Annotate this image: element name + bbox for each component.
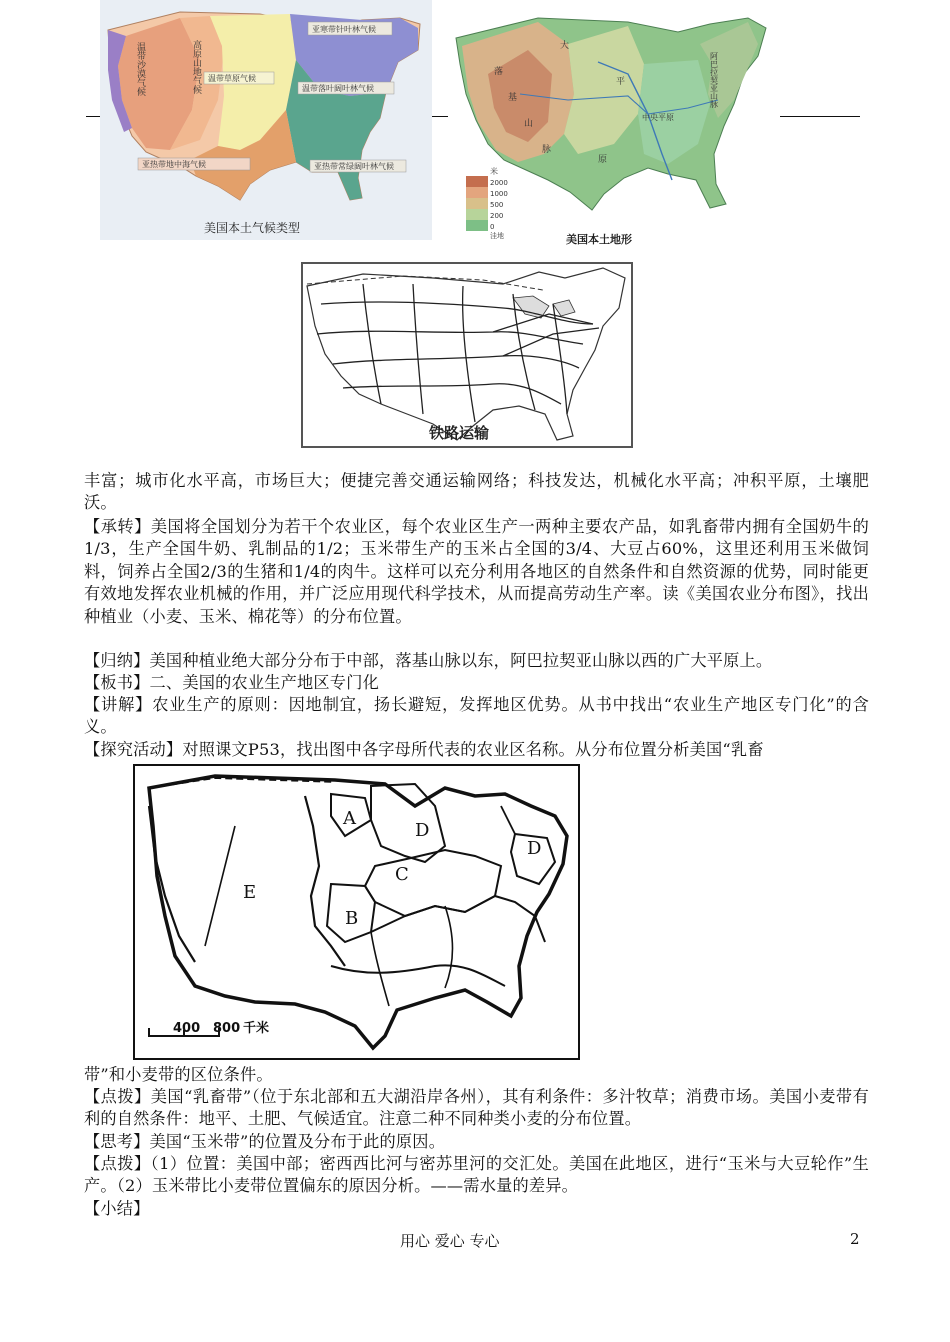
climate-map-graphic [100,0,432,240]
terrain-legend-value-1: 1000 [490,190,508,198]
paragraph-4: 【板书】二、美国的农业生产地区专门化 [84,673,379,692]
paragraph-10: 【点拨】（1）位置：美国中部；密西西比河与密苏里河的交汇处。美国在此地区，进行“玉米与大豆轮作”生产。（2）玉米带比小麦带位置偏东的原因分析。——需水量的差异。 [84,1154,869,1196]
agri-scale-value-800: 800 [213,1021,241,1036]
rail-map-graphic [303,264,631,446]
paragraph-3: 【归纳】美国种植业绝大部分分布于中部，落基山脉以东，阿巴拉契亚山脉以西的广大平原上。 [84,651,773,670]
agri-region-label-C: C [395,864,409,885]
paragraph-9: 【思考】美国“玉米带”的位置及分布于此的原因。 [84,1132,446,1151]
paragraph-2: 【承转】美国将全国划分为若干个农业区，每个农业区生产一两种主要农产品，如乳畜带内拥有全国奶牛的1/3，生产全国牛奶、乳制品的1/2；玉米带生产的玉米占全国的3/4、大豆占60%，这里还利用玉米做饲料，饲养占全国2/3的生猪和1/4的肉牛。这样可以充分利用各地区的自然条件和自然资源的优势，同时能更有效地发挥农业机械的作用，并广泛应用现代科学技术，从而提高劳动生产率。读《美国农业分布图》，找出种植业（小麦、玉米、棉花等）的分布位置。 [84,517,869,626]
paragraph-1: 丰富；城市化水平高，市场巨大；便捷完善交通运输网络；科技发达，机械化水平高；冲积平原，土壤肥沃。 [84,471,869,513]
header-rule-right [780,116,860,117]
rail-map [301,262,633,448]
terrain-legend-value-0: 2000 [490,179,508,187]
climate-label-5: 温带沙漠气候 [135,42,145,96]
agri-region-label-D1: D [415,820,430,841]
header-rule-left [86,116,100,117]
terrain-label-3: 山 [524,119,534,129]
paragraph-5: 【讲解】农业生产的原则：因地制宜，扬长避短，发挥地区优势。从书中找出“农业生产地区专门化”的含义。 [84,695,869,737]
terrain-legend-unit: 米 [490,167,498,176]
agri-region-label-D2: D [527,838,542,859]
rail-map-caption: 铁路运输 [429,424,490,442]
page-number: 2 [850,1230,860,1248]
climate-label-2: 温带草原气候 [208,74,256,83]
terrain-legend-low: 洼地 [490,232,504,240]
climate-label-6: 高原山地气候 [191,40,201,94]
terrain-label-4: 脉 [542,145,552,155]
paragraph-11: 【小结】 [84,1199,150,1218]
terrain-legend-value-2: 500 [490,201,504,209]
climate-label-1: 亚寒带针叶林气候 [312,25,376,34]
climate-map [100,0,432,240]
climate-map-caption: 美国本土气候类型 [204,221,301,235]
terrain-label-1: 落 [494,67,504,77]
terrain-map [448,4,780,248]
paragraph-7: 带”和小麦带的区位条件。 [84,1065,273,1084]
climate-label-3: 温带落叶阔叶林气候 [302,84,374,93]
agri-map-graphic [135,766,578,1058]
terrain-legend-value-3: 200 [490,212,504,220]
agri-map [133,764,580,1060]
terrain-label-0: 大 [560,41,570,51]
climate-label-7: 亚热带地中海气候 [142,160,206,169]
terrain-map-graphic [448,4,780,248]
terrain-label-6: 原 [598,155,608,165]
terrain-label-8: 阿巴拉契亚山脉 [709,52,719,108]
terrain-label-7: 中央平原 [642,113,674,122]
agri-region-label-E: E [243,882,257,903]
agri-scale-value-400: 400 [173,1021,201,1036]
paragraph-8: 【点拨】美国“乳畜带”（位于东北部和五大湖沿岸各州），其有利条件：多汁牧草；消费市场。美国小麦带有利的自然条件：地平、土肥、气候适宜。注意二种不同种类小麦的分布位置。 [84,1087,869,1129]
agri-region-label-A: A [343,808,356,829]
terrain-legend-value-4: 0 [490,223,495,231]
terrain-map-caption: 美国本土地形 [566,233,632,246]
agri-region-label-B: B [345,908,359,929]
terrain-label-2: 基 [508,93,518,103]
header-rule-middle [432,116,448,117]
terrain-label-5: 平 [616,77,626,87]
climate-label-4: 亚热带常绿阔叶林气候 [314,162,394,171]
agri-scale-unit: 千米 [243,1021,270,1036]
paragraph-6: 【探究活动】对照课文P53，找出图中各字母所代表的农业区名称。从分布位置分析美国“乳畜 [84,740,764,759]
footer-motto: 用心 爱心 专心 [400,1232,500,1250]
